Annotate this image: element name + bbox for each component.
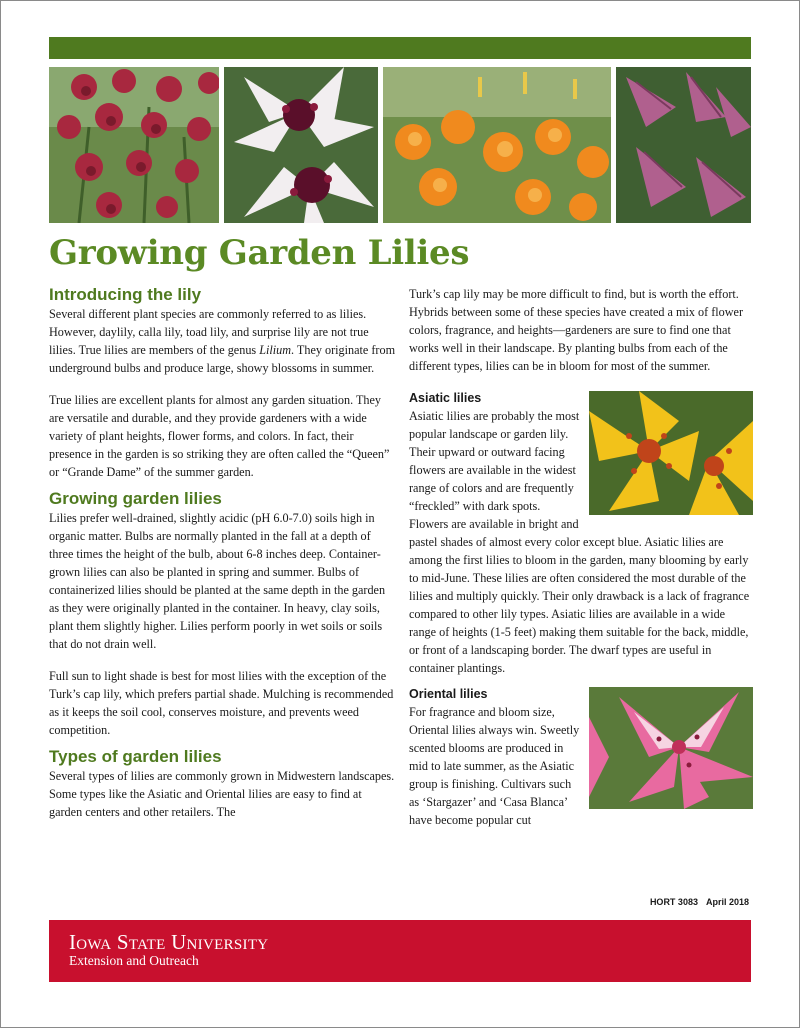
photo-pink-lilies	[616, 67, 751, 223]
photo-white-lilies	[224, 67, 378, 223]
publication-date: April 2018	[705, 897, 749, 907]
types-paragraph-continued: Turk’s cap lily may be more difficult to find, but is worth the effort. Hybrids between some of these species have created a mix of flower colors, fragrance, and heights—gardeners are sure to find one that works well in their landscape. By planting bulbs from each of the different types, lilies can be in bloom for most of the summer.	[409, 287, 744, 373]
growing-paragraph-1: Lilies prefer well-drained, slightly acidic (pH 6.0-7.0) soils high in organic matter. Bulbs are normally planted in the fall at a depth of three times the height of the bulb, about 6-8 inches deep. Container-grown lilies can also be planted in spring and summer. Bulbs of containerized lilies should be planted at the same depth in the garden as they were originally planted in the container. In heavy, clay soils, plant them slightly higher. Lilies perform poorly in wet soils or soils that do not drain well.	[49, 511, 386, 651]
heading-oriental: Oriental lilies	[409, 687, 488, 701]
left-column	[49, 285, 397, 835]
heading-asiatic: Asiatic lilies	[409, 391, 482, 405]
header-green-bar	[49, 37, 751, 59]
heading-introducing: Introducing the lily	[49, 285, 202, 304]
photo-red-lilies	[49, 67, 219, 223]
extension-outreach-label: Extension and Outreach	[69, 953, 199, 968]
footer-isu-bar	[49, 920, 751, 982]
asiatic-paragraph: Asiatic lilies are probably the most popular landscape or garden lily. Their upward or outward facing flowers are available in the widest range of colors and are frequently “freckled” with dark spots. Flowers are available in bright and pastel shades of almost every color except blue. Asiatic lilies are among the first lilies to bloom in the garden, many blooming by early to mid-June. These lilies are often considered the most durable of the lilies and multiply quickly. Their only drawback is a lack of fragrance compared to other lily types. Asiatic lilies are available in a wide range of heights (1-5 feet) making them suitable for the back, middle, or front of a landscaping border. The dwarf types are useful in container plantings.	[409, 409, 750, 675]
heading-types: Types of garden lilies	[49, 747, 222, 766]
types-paragraph-1: Several types of lilies are commonly grown in Midwestern landscapes. Some types like the Asiatic and Oriental lilies are easy to find at garden centers and other retailers. The	[49, 769, 395, 819]
growing-paragraph-2: Full sun to light shade is best for most lilies with the exception of the Turk’s cap lily, which prefers partial shade. Mulching is recommended as it keeps the soil cool, conserves moisture, and prevents weed competition.	[49, 669, 394, 737]
right-column	[409, 285, 753, 843]
publication-code	[642, 897, 749, 907]
heading-growing: Growing garden lilies	[49, 489, 222, 508]
intro-paragraph-2: True lilies are excellent plants for almost any garden situation. They are versatile and durable, and they provide gardeners with a wide variety of plant heights, flower forms, and colors. In fact, their presence in the garden is so striking they are often called the “Queen” or “Grande Dame” of the summer garden.	[49, 393, 390, 479]
photo-oriental-lily	[589, 687, 753, 809]
page-title: Growing Garden Lilies	[49, 233, 470, 273]
oriental-paragraph: For fragrance and bloom size, Oriental lilies always win. Sweetly scented blooms are produced in mid to late summer, as the Asiatic group is finishing. Cultivars such as ‘Stargazer’ and ‘Casa Blanca’ have become popular cut	[409, 705, 580, 827]
photo-orange-lilies	[383, 67, 611, 223]
university-wordmark: Iowa State University	[69, 930, 269, 954]
intro-paragraph-1: Several different plant species are commonly referred to as lilies. However, daylily, calla lily, toad lily, and surprise lily are not true lilies. True lilies are members of the genus Lilium. They originate from underground bulbs and produce large, showy blossoms in summer.	[49, 307, 396, 375]
photo-asiatic-lily	[589, 391, 753, 515]
genus-name: Lilium	[259, 343, 292, 357]
hort-code: HORT 3083	[649, 897, 698, 907]
